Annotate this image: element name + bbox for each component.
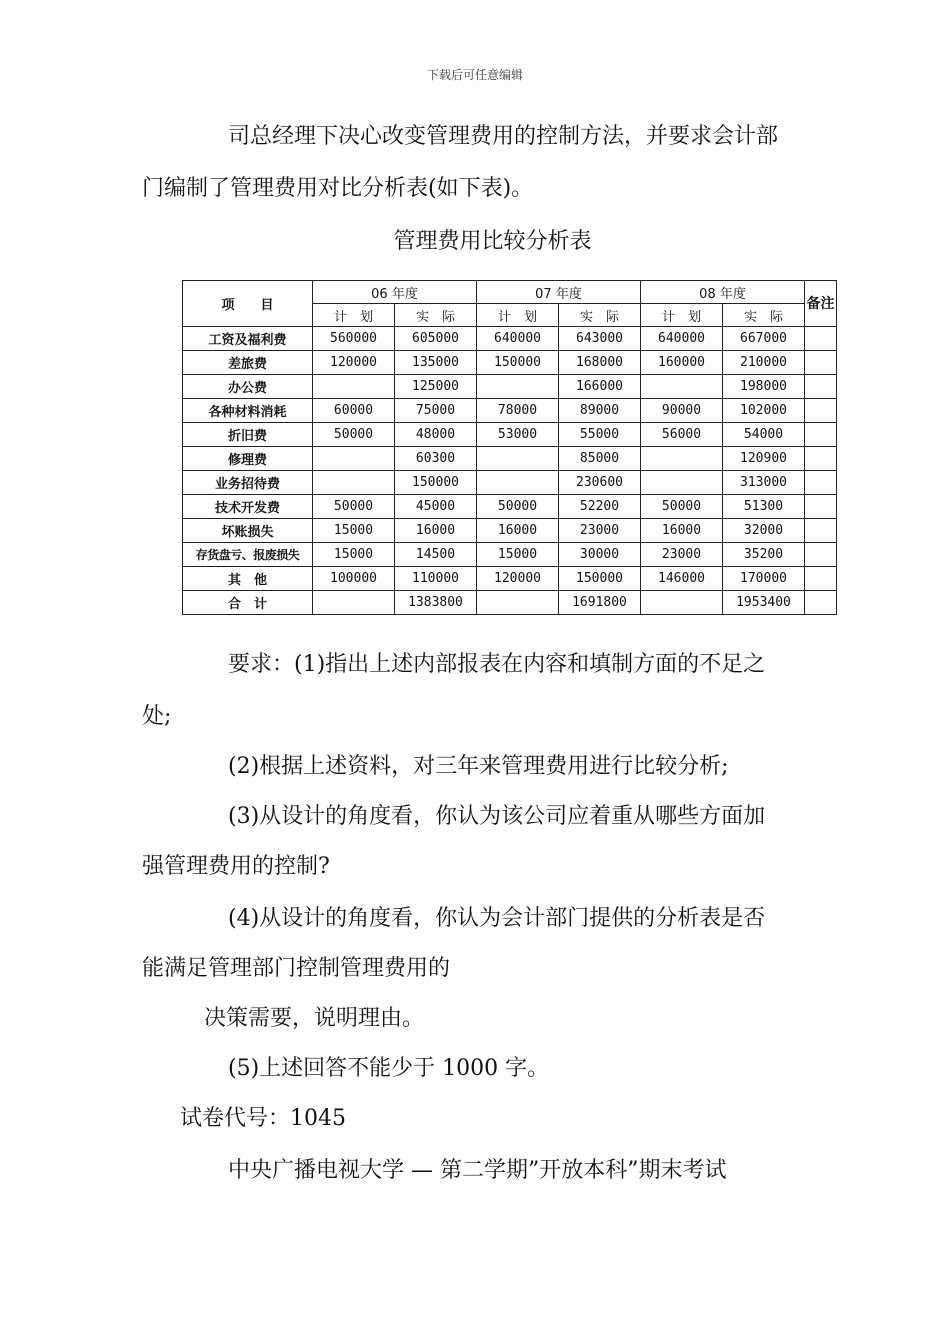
row-item-label: 其 他 xyxy=(183,567,313,591)
plan-value-07: 150000 xyxy=(477,351,559,375)
plan-value-06 xyxy=(313,591,395,615)
table-row xyxy=(183,327,837,351)
actual-header-08: 实 际 xyxy=(723,304,805,327)
actual-value-07: 23000 xyxy=(559,519,641,543)
requirement-3-line-2: 强管理费用的控制? xyxy=(142,854,330,879)
row-item-label: 办公费 xyxy=(183,375,313,399)
requirement-2: (2)根据上述资料，对三年来管理费用进行比较分析; xyxy=(228,754,729,779)
table-row xyxy=(183,567,837,591)
table-title: 管理费用比较分析表 xyxy=(393,229,592,254)
plan-value-06: 15000 xyxy=(313,519,395,543)
row-item-label: 业务招待费 xyxy=(183,471,313,495)
page-header: 下载后可任意编辑 xyxy=(426,68,523,82)
remark-cell xyxy=(805,495,837,519)
actual-value-07: 168000 xyxy=(559,351,641,375)
plan-value-07: 78000 xyxy=(477,399,559,423)
table-row xyxy=(183,423,837,447)
actual-value-08: 313000 xyxy=(723,471,805,495)
actual-value-08: 54000 xyxy=(723,423,805,447)
remark-cell xyxy=(805,543,837,567)
row-item-label: 技术开发费 xyxy=(183,495,313,519)
plan-value-08 xyxy=(641,471,723,495)
table-header-row-years xyxy=(183,281,837,304)
remark-cell xyxy=(805,567,837,591)
exam-code: 试卷代号：1045 xyxy=(180,1106,346,1131)
actual-value-06: 45000 xyxy=(395,495,477,519)
actual-value-07: 150000 xyxy=(559,567,641,591)
plan-value-07: 15000 xyxy=(477,543,559,567)
plan-value-07: 53000 xyxy=(477,423,559,447)
actual-value-06: 1383800 xyxy=(395,591,477,615)
table-row xyxy=(183,519,837,543)
plan-value-08: 50000 xyxy=(641,495,723,519)
plan-value-07 xyxy=(477,471,559,495)
actual-value-06: 16000 xyxy=(395,519,477,543)
plan-value-06 xyxy=(313,447,395,471)
item-column-header: 项 目 xyxy=(183,281,313,327)
actual-value-06: 135000 xyxy=(395,351,477,375)
row-item-label: 存货盘亏、报废损失 xyxy=(183,543,313,567)
actual-value-08: 1953400 xyxy=(723,591,805,615)
plan-value-08 xyxy=(641,591,723,615)
year-07-header: 07 年度 xyxy=(477,281,641,304)
table-row xyxy=(183,471,837,495)
plan-value-06: 100000 xyxy=(313,567,395,591)
actual-value-07: 166000 xyxy=(559,375,641,399)
requirement-4-line-1: (4)从设计的角度看，你认为会计部门提供的分析表是否 xyxy=(228,906,766,931)
actual-value-07: 52200 xyxy=(559,495,641,519)
remark-cell xyxy=(805,519,837,543)
row-item-label: 合 计 xyxy=(183,591,313,615)
table-body xyxy=(183,327,837,615)
plan-value-07: 640000 xyxy=(477,327,559,351)
plan-value-06 xyxy=(313,375,395,399)
plan-header-08: 计 划 xyxy=(641,304,723,327)
actual-value-06: 110000 xyxy=(395,567,477,591)
plan-value-08: 16000 xyxy=(641,519,723,543)
actual-value-08: 35200 xyxy=(723,543,805,567)
table-row xyxy=(183,375,837,399)
actual-value-08: 210000 xyxy=(723,351,805,375)
remark-column-header: 备注 xyxy=(805,281,837,327)
plan-value-08: 90000 xyxy=(641,399,723,423)
actual-value-07: 85000 xyxy=(559,447,641,471)
row-item-label: 折旧费 xyxy=(183,423,313,447)
remark-cell xyxy=(805,375,837,399)
actual-value-07: 89000 xyxy=(559,399,641,423)
plan-value-06: 60000 xyxy=(313,399,395,423)
plan-value-07 xyxy=(477,447,559,471)
actual-value-08: 198000 xyxy=(723,375,805,399)
actual-value-07: 643000 xyxy=(559,327,641,351)
remark-cell xyxy=(805,351,837,375)
actual-value-08: 102000 xyxy=(723,399,805,423)
plan-value-08 xyxy=(641,375,723,399)
row-item-label: 修理费 xyxy=(183,447,313,471)
plan-value-06: 50000 xyxy=(313,423,395,447)
actual-value-06: 14500 xyxy=(395,543,477,567)
plan-value-08: 56000 xyxy=(641,423,723,447)
row-item-label: 坏账损失 xyxy=(183,519,313,543)
requirement-4-line-3: 决策需要，说明理由。 xyxy=(204,1006,425,1031)
plan-value-06: 15000 xyxy=(313,543,395,567)
row-item-label: 工资及福利费 xyxy=(183,327,313,351)
actual-value-08: 51300 xyxy=(723,495,805,519)
actual-value-08: 120900 xyxy=(723,447,805,471)
plan-value-08: 146000 xyxy=(641,567,723,591)
table-row xyxy=(183,591,837,615)
plan-value-08: 160000 xyxy=(641,351,723,375)
plan-header-06: 计 划 xyxy=(313,304,395,327)
plan-value-07 xyxy=(477,375,559,399)
table-row xyxy=(183,351,837,375)
actual-value-07: 30000 xyxy=(559,543,641,567)
plan-value-06 xyxy=(313,471,395,495)
table-row xyxy=(183,399,837,423)
plan-value-06: 50000 xyxy=(313,495,395,519)
plan-value-07: 16000 xyxy=(477,519,559,543)
plan-value-08 xyxy=(641,447,723,471)
remark-cell xyxy=(805,423,837,447)
intro-line-1: 司总经理下决心改变管理费用的控制方法，并要求会计部 xyxy=(228,124,779,149)
actual-value-08: 32000 xyxy=(723,519,805,543)
requirement-5: (5)上述回答不能少于 1000 字。 xyxy=(228,1056,550,1081)
remark-cell xyxy=(805,471,837,495)
plan-header-07: 计 划 xyxy=(477,304,559,327)
actual-value-06: 605000 xyxy=(395,327,477,351)
actual-value-06: 125000 xyxy=(395,375,477,399)
requirement-1-line-2: 处; xyxy=(142,704,172,729)
actual-header-06: 实 际 xyxy=(395,304,477,327)
exam-title: 中央广播电视大学 — 第二学期”开放本科”期末考试 xyxy=(228,1158,727,1183)
table-row xyxy=(183,495,837,519)
remark-cell xyxy=(805,399,837,423)
actual-value-06: 48000 xyxy=(395,423,477,447)
actual-value-08: 170000 xyxy=(723,567,805,591)
plan-value-08: 23000 xyxy=(641,543,723,567)
year-06-header: 06 年度 xyxy=(313,281,477,304)
remark-cell xyxy=(805,591,837,615)
requirement-4-line-2: 能满足管理部门控制管理费用的 xyxy=(142,956,451,981)
row-item-label: 各种材料消耗 xyxy=(183,399,313,423)
actual-value-07: 55000 xyxy=(559,423,641,447)
plan-value-07: 50000 xyxy=(477,495,559,519)
actual-value-06: 150000 xyxy=(395,471,477,495)
table-row xyxy=(183,543,837,567)
requirement-3-line-1: (3)从设计的角度看，你认为该公司应着重从哪些方面加 xyxy=(228,804,766,829)
actual-header-07: 实 际 xyxy=(559,304,641,327)
expense-comparison-table xyxy=(182,280,837,615)
requirement-1-line-1: 要求：(1)指出上述内部报表在内容和填制方面的不足之 xyxy=(228,652,766,677)
year-08-header: 08 年度 xyxy=(641,281,805,304)
actual-value-06: 75000 xyxy=(395,399,477,423)
row-item-label: 差旅费 xyxy=(183,351,313,375)
actual-value-07: 230600 xyxy=(559,471,641,495)
intro-line-2: 门编制了管理费用对比分析表(如下表)。 xyxy=(142,176,534,201)
plan-value-06: 560000 xyxy=(313,327,395,351)
remark-cell xyxy=(805,327,837,351)
table-row xyxy=(183,447,837,471)
plan-value-08: 640000 xyxy=(641,327,723,351)
actual-value-08: 667000 xyxy=(723,327,805,351)
plan-value-07 xyxy=(477,591,559,615)
remark-cell xyxy=(805,447,837,471)
plan-value-07: 120000 xyxy=(477,567,559,591)
plan-value-06: 120000 xyxy=(313,351,395,375)
actual-value-07: 1691800 xyxy=(559,591,641,615)
actual-value-06: 60300 xyxy=(395,447,477,471)
